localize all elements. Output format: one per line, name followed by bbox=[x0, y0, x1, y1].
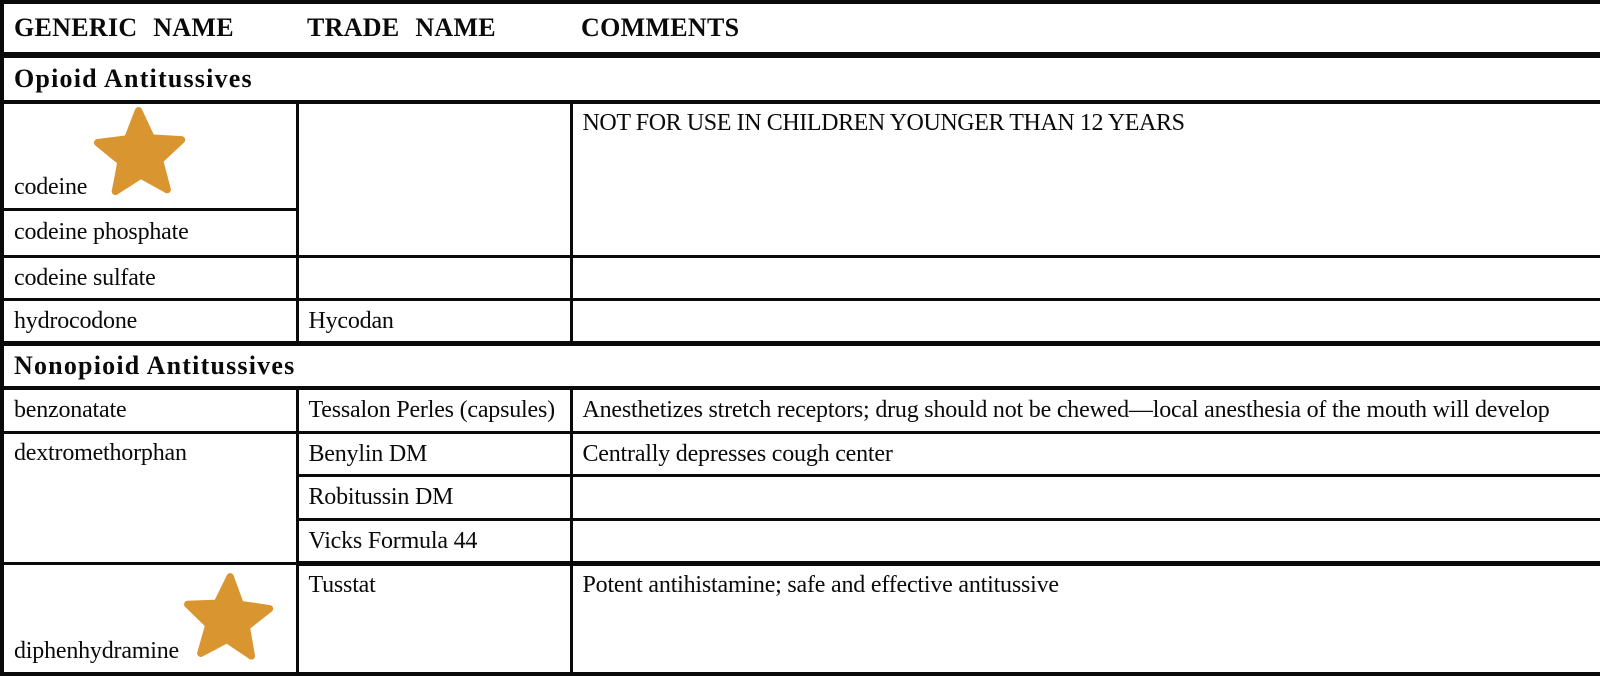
cell-comments-robitussin-dm bbox=[571, 476, 1600, 520]
cell-trade-benzonatate: Tessalon Perles (capsules) bbox=[297, 388, 571, 432]
cell-comments-codeine-sulfate bbox=[571, 256, 1600, 300]
cell-generic-codeine bbox=[2, 102, 297, 209]
table-row-diphenhydramine bbox=[2, 563, 1600, 674]
section-row-nonopioid bbox=[2, 344, 1600, 389]
generic-name-codeine: codeine bbox=[14, 173, 88, 200]
cell-generic-dextromethorphan: dextromethorphan bbox=[2, 432, 297, 563]
star-icon bbox=[92, 105, 187, 200]
cell-trade-benylin-dm: Benylin DM bbox=[297, 432, 571, 476]
cell-comments-diphenhydramine: Potent antihistamine; safe and effective antitussive bbox=[571, 563, 1600, 674]
table-row-dextromethorphan-benylin bbox=[2, 432, 1600, 476]
cell-trade-vicks-formula-44: Vicks Formula 44 bbox=[297, 520, 571, 564]
cell-trade-robitussin-dm: Robitussin DM bbox=[297, 476, 571, 520]
section-row-opioid bbox=[2, 55, 1600, 102]
table-row-codeine bbox=[2, 102, 1600, 209]
cell-trade-tusstat: Tusstat bbox=[297, 563, 571, 674]
cell-comments-benzonatate: Anesthetizes stretch receptors; drug should not be chewed—local anesthesia of the mouth will develop bbox=[571, 388, 1600, 432]
cell-trade-hydrocodone: Hycodan bbox=[297, 300, 571, 344]
cell-generic-hydrocodone: hydrocodone bbox=[2, 300, 297, 344]
cell-comments-codeine: NOT FOR USE IN CHILDREN YOUNGER THAN 12 YEARS bbox=[571, 102, 1600, 256]
table-row-hydrocodone bbox=[2, 300, 1600, 344]
generic-name-diphenhydramine: diphenhydramine bbox=[14, 638, 179, 664]
col-header-comments: COMMENTS bbox=[571, 2, 1600, 55]
cell-comments-hydrocodone bbox=[571, 300, 1600, 344]
star-icon bbox=[181, 571, 276, 666]
cell-generic-diphenhydramine bbox=[2, 563, 297, 674]
cell-comments-benylin-dm: Centrally depresses cough center bbox=[571, 432, 1600, 476]
table-row-benzonatate bbox=[2, 388, 1600, 432]
cell-generic-codeine-sulfate: codeine sulfate bbox=[2, 256, 297, 300]
cell-comments-vicks-formula-44 bbox=[571, 520, 1600, 564]
cell-generic-benzonatate: benzonatate bbox=[2, 388, 297, 432]
col-header-trade-name: TRADE NAME bbox=[297, 2, 571, 55]
table-row-codeine-sulfate bbox=[2, 256, 1600, 300]
section-title-nonopioid: Nonopioid Antitussives bbox=[2, 344, 1600, 389]
cell-trade-codeine-sulfate bbox=[297, 256, 571, 300]
star-shape bbox=[185, 574, 271, 656]
cell-generic-codeine-phosphate: codeine phosphate bbox=[2, 209, 297, 256]
table-header-row bbox=[2, 2, 1600, 55]
star-shape bbox=[97, 109, 184, 192]
col-header-generic-name: GENERIC NAME bbox=[2, 2, 297, 55]
cell-trade-codeine bbox=[297, 102, 571, 256]
section-title-opioid: Opioid Antitussives bbox=[2, 55, 1600, 102]
